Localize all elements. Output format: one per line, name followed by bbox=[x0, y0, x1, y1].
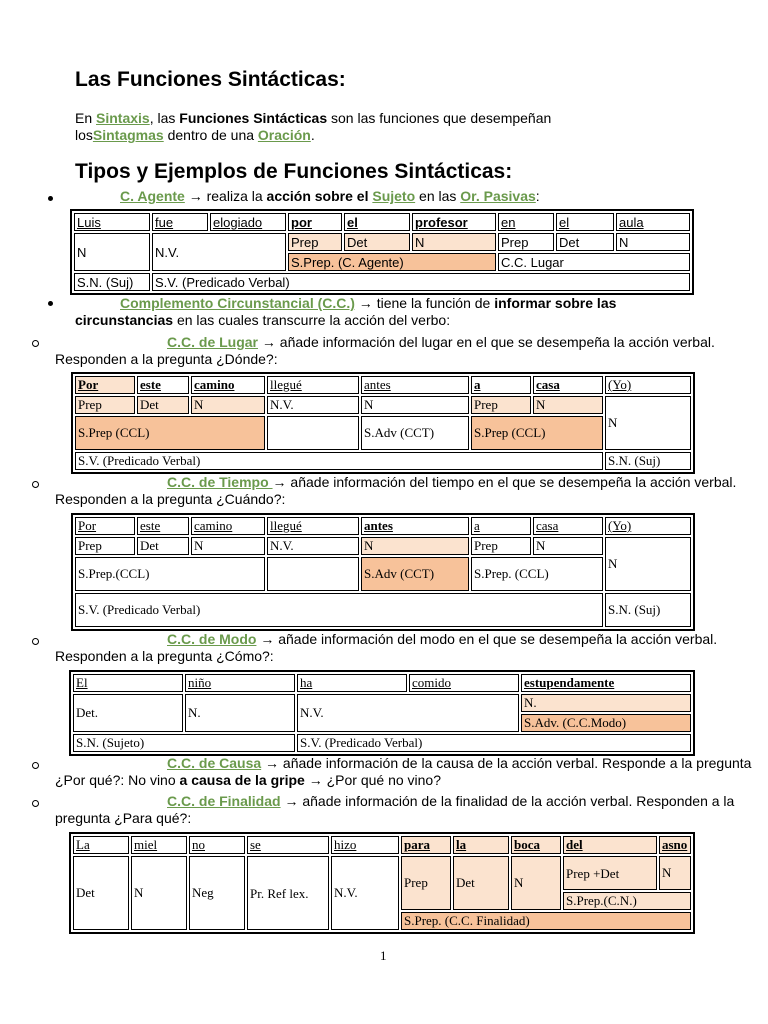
table-cell: N bbox=[605, 537, 691, 591]
table-cell: Prep +Det bbox=[563, 856, 657, 890]
link-sintaxis[interactable]: Sintaxis bbox=[96, 110, 150, 126]
table-cell: S.Prep (CCL) bbox=[75, 416, 265, 450]
section-heading: Tipos y Ejemplos de Funciones Sintácticas: bbox=[75, 160, 513, 183]
bullet-circle bbox=[32, 340, 39, 347]
table-cell: Det bbox=[453, 856, 509, 910]
lugar-line: C.C. de Lugar → añade información del lugar en el que se desempeña la acción verbal. Responden a la pregunta ¿Dónde?: bbox=[55, 334, 715, 367]
table-cell: N bbox=[511, 856, 561, 910]
table-cell: S.N. (Sujeto) bbox=[73, 734, 295, 752]
table-cell: Por bbox=[75, 517, 135, 535]
table-cell: S.Adv (CCT) bbox=[361, 416, 469, 450]
table-cell: Pr. Ref lex. bbox=[247, 856, 329, 930]
finalidad-table bbox=[69, 832, 695, 934]
table-cell bbox=[267, 557, 359, 591]
bullet-circle bbox=[32, 762, 39, 769]
intro-paragraph: En Sintaxis, las Funciones Sintácticas son las funciones que desempeñan losSintagmas dentro de una Oración. bbox=[75, 110, 552, 143]
link-c-agente[interactable]: C. Agente bbox=[120, 188, 185, 204]
table-cell: S.Prep.(C.N.) bbox=[563, 892, 691, 910]
table-cell: Det bbox=[344, 233, 410, 251]
table-cell: S.Prep. (C. Agente) bbox=[288, 253, 496, 271]
table-cell: la bbox=[453, 836, 509, 854]
table-cell: Det bbox=[556, 233, 614, 251]
table-cell: profesor bbox=[412, 213, 496, 231]
table-cell: S.Prep. (C.C. Finalidad) bbox=[401, 912, 691, 930]
bullet-circle bbox=[32, 481, 39, 488]
table-cell: N bbox=[191, 537, 265, 555]
table-cell: S.V. (Predicado Verbal) bbox=[75, 593, 603, 627]
table-cell: no bbox=[189, 836, 245, 854]
table-cell: S.Prep.(CCL) bbox=[75, 557, 265, 591]
link-or-pasivas[interactable]: Or. Pasivas bbox=[460, 188, 536, 204]
bullet-dot bbox=[48, 301, 53, 306]
table-cell: S.N. (Suj) bbox=[605, 452, 691, 470]
table-cell: se bbox=[247, 836, 329, 854]
table-cell: Prep bbox=[401, 856, 451, 910]
table-cell: El bbox=[73, 674, 183, 692]
table-cell: N bbox=[533, 396, 603, 414]
table-cell: (Yo) bbox=[605, 517, 691, 535]
table-cell: S.Prep (CCL) bbox=[471, 416, 603, 450]
table-cell: casa bbox=[533, 376, 603, 394]
table-cell: N.V. bbox=[297, 694, 519, 732]
table-cell: casa bbox=[533, 517, 603, 535]
table-cell: N.V. bbox=[267, 396, 359, 414]
table-cell: S.Prep. (CCL) bbox=[471, 557, 603, 591]
table-cell: C.C. Lugar bbox=[498, 253, 690, 271]
table-cell: S.N. (Suj) bbox=[74, 273, 150, 291]
table-cell: N bbox=[361, 537, 469, 555]
table-cell: (Yo) bbox=[605, 376, 691, 394]
table-cell: camino bbox=[191, 376, 265, 394]
table-cell: miel bbox=[131, 836, 187, 854]
table-cell: a bbox=[471, 517, 531, 535]
table-cell: para bbox=[401, 836, 451, 854]
link-sintagmas[interactable]: Sintagmas bbox=[92, 127, 164, 143]
table-cell: S.Adv. (C.C.Modo) bbox=[521, 714, 691, 732]
bullet-circle bbox=[32, 800, 39, 807]
table-cell: llegué bbox=[267, 517, 359, 535]
table-cell: elogiado bbox=[210, 213, 286, 231]
table-cell: ha bbox=[297, 674, 407, 692]
table-cell: Det. bbox=[73, 694, 183, 732]
cc-line: Complemento Circunstancial (C.C.) → tiene la función de informar sobre las circunstancias en las cuales transcurre la acción del verbo: bbox=[75, 295, 617, 328]
table-cell: N bbox=[412, 233, 496, 251]
table-cell: Por bbox=[75, 376, 135, 394]
link-sujeto[interactable]: Sujeto bbox=[372, 188, 416, 204]
bullet-dot bbox=[48, 196, 53, 201]
agente-table bbox=[70, 209, 694, 295]
table-cell: este bbox=[137, 517, 189, 535]
table-cell: Neg bbox=[189, 856, 245, 930]
table-cell: N.V. bbox=[331, 856, 399, 930]
table-cell: este bbox=[137, 376, 189, 394]
table-cell: del bbox=[563, 836, 657, 854]
table-cell: aula bbox=[616, 213, 690, 231]
table-cell: N bbox=[74, 233, 150, 271]
table-cell: Det bbox=[137, 537, 189, 555]
page-title: Las Funciones Sintácticas: bbox=[75, 68, 346, 91]
table-cell: hizo bbox=[331, 836, 399, 854]
table-cell: el bbox=[344, 213, 410, 231]
table-cell: S.V. (Predicado Verbal) bbox=[152, 273, 690, 291]
table-cell: antes bbox=[361, 376, 469, 394]
table-cell bbox=[267, 416, 359, 450]
causa-line: C.C. de Causa → añade información de la causa de la acción verbal. Responde a la pregunta ¿Por qué?: No vino a causa de la gripe → ¿Por qué no vino? bbox=[55, 755, 752, 788]
table-cell: antes bbox=[361, 517, 469, 535]
table-cell: N bbox=[616, 233, 690, 251]
table-cell: N. bbox=[185, 694, 295, 732]
link-cc-finalidad[interactable]: C.C. de Finalidad bbox=[167, 793, 281, 809]
table-cell: Det bbox=[137, 396, 189, 414]
table-cell: Prep bbox=[75, 537, 135, 555]
finalidad-line: C.C. de Finalidad → añade información de la finalidad de la acción verbal. Responden a la pregunta ¿Para qué?: bbox=[55, 793, 735, 826]
table-cell: comido bbox=[409, 674, 519, 692]
link-complemento-circunstancial[interactable]: Complemento Circunstancial (C.C.) bbox=[120, 295, 355, 311]
table-cell: llegué bbox=[267, 376, 359, 394]
table-cell: el bbox=[556, 213, 614, 231]
table-cell: N bbox=[533, 537, 603, 555]
table-cell: camino bbox=[191, 517, 265, 535]
table-cell: N bbox=[659, 856, 691, 890]
table-cell: boca bbox=[511, 836, 561, 854]
link-cc-causa[interactable]: C.C. de Causa bbox=[167, 755, 262, 771]
table-cell: Prep bbox=[498, 233, 554, 251]
bullet-circle bbox=[32, 638, 39, 645]
table-cell: Prep bbox=[288, 233, 342, 251]
table-cell: S.Adv (CCT) bbox=[361, 557, 469, 591]
table-cell: asno bbox=[659, 836, 691, 854]
table-cell: S.V. (Predicado Verbal) bbox=[297, 734, 691, 752]
table-cell: N bbox=[131, 856, 187, 930]
table-cell: N bbox=[361, 396, 469, 414]
table-cell: N.V. bbox=[152, 233, 286, 271]
table-cell: Det bbox=[73, 856, 129, 930]
table-cell: Luis bbox=[74, 213, 150, 231]
agente-line: C. Agente → realiza la acción sobre el Sujeto en las Or. Pasivas: bbox=[120, 188, 540, 204]
table-cell: S.N. (Suj) bbox=[605, 593, 691, 627]
link-oracion[interactable]: Oración bbox=[257, 127, 311, 143]
table-cell: N bbox=[191, 396, 265, 414]
table-cell: estupendamente bbox=[521, 674, 691, 692]
link-cc-tiempo[interactable]: C.C. de Tiempo bbox=[167, 474, 273, 490]
table-cell: a bbox=[471, 376, 531, 394]
table-cell: La bbox=[73, 836, 129, 854]
table-cell: N. bbox=[521, 694, 691, 712]
table-cell: Prep bbox=[75, 396, 135, 414]
table-cell: S.V. (Predicado Verbal) bbox=[75, 452, 603, 470]
page-number: 1 bbox=[380, 948, 387, 963]
link-cc-modo[interactable]: C.C. de Modo bbox=[167, 631, 257, 647]
tiempo-table bbox=[71, 513, 695, 631]
link-cc-lugar[interactable]: C.C. de Lugar bbox=[167, 334, 259, 350]
table-cell: fue bbox=[152, 213, 208, 231]
table-cell: Prep bbox=[471, 537, 531, 555]
lugar-table bbox=[71, 372, 695, 474]
modo-table bbox=[69, 670, 695, 756]
table-cell: por bbox=[288, 213, 342, 231]
modo-line: C.C. de Modo → añade información del modo en el que se desempeña la acción verbal. Responden a la pregunta ¿Cómo?: bbox=[55, 631, 718, 664]
table-cell: niño bbox=[185, 674, 295, 692]
table-cell: en bbox=[498, 213, 554, 231]
table-cell: Prep bbox=[471, 396, 531, 414]
tiempo-line: C.C. de Tiempo → añade información del tiempo en el que se desempeña la acción verbal. Responden a la pregunta ¿Cuándo?: bbox=[55, 474, 737, 507]
table-cell: N bbox=[605, 396, 691, 450]
table-cell: N.V. bbox=[267, 537, 359, 555]
